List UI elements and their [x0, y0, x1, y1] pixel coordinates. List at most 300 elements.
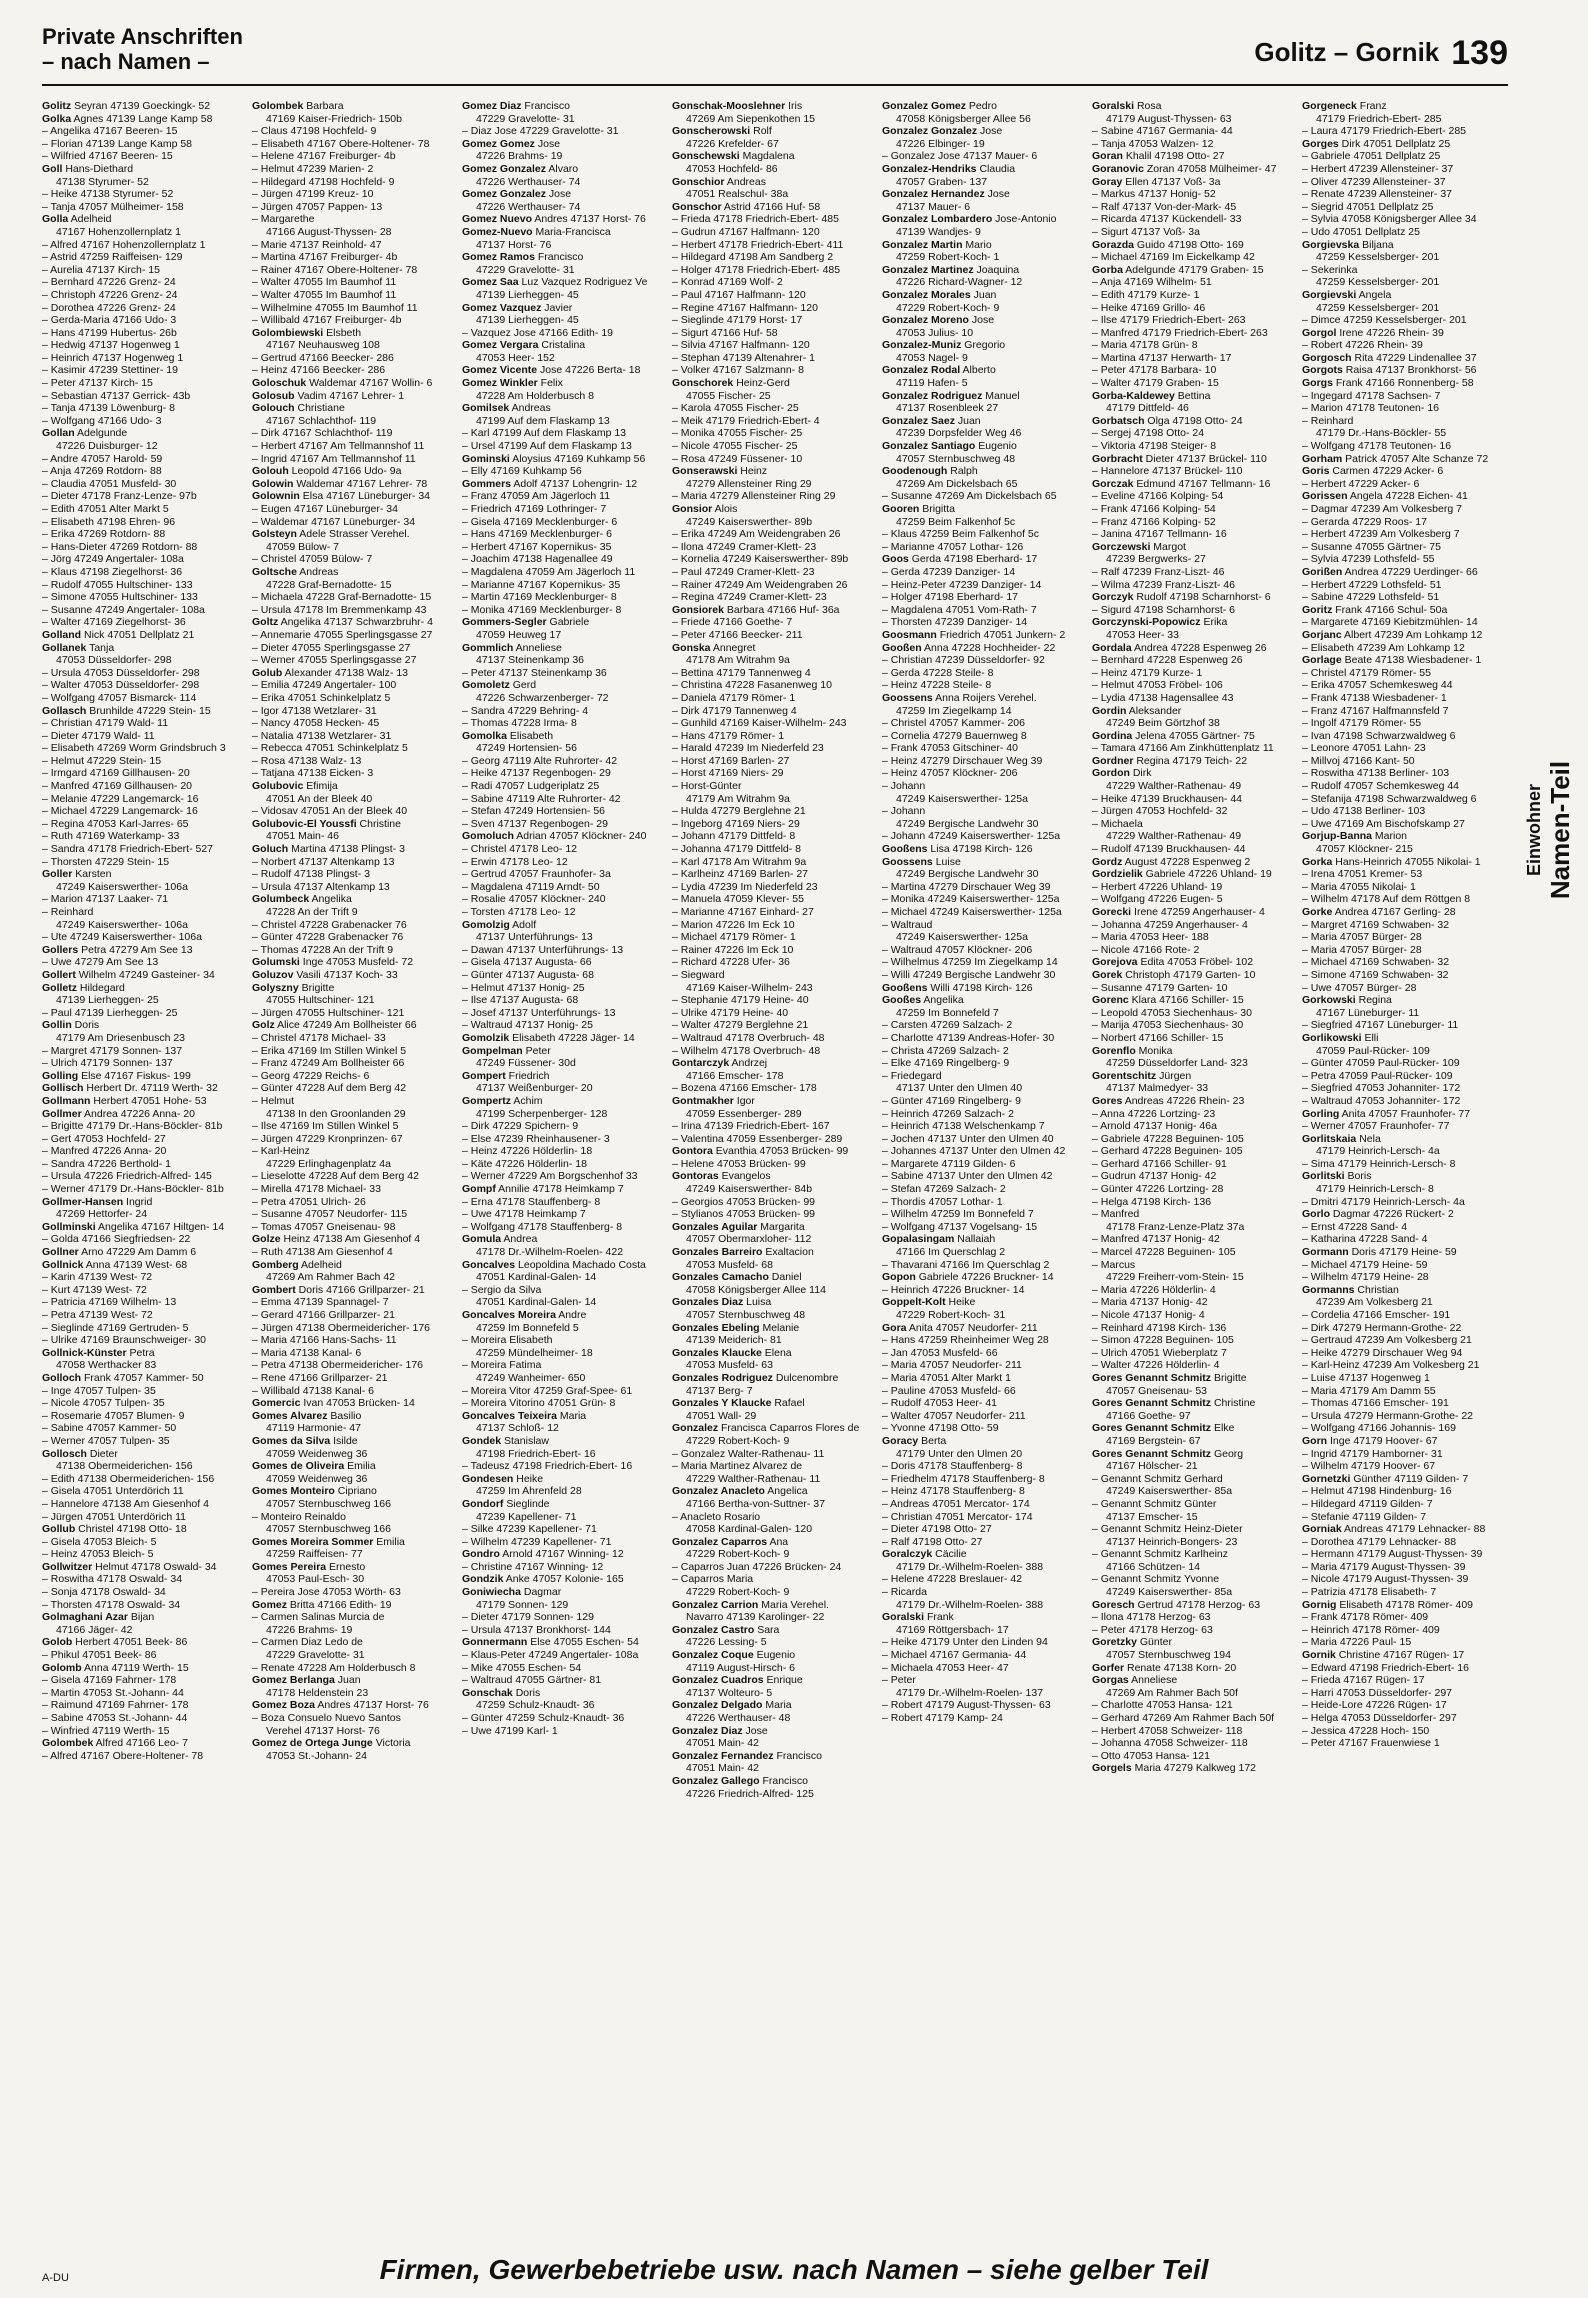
- entry-details: 47249 Kaiserswerther- 84b: [686, 1183, 813, 1196]
- directory-entry: [1092, 1233, 1292, 1246]
- directory-entry: [42, 377, 242, 390]
- directory-entry: [882, 1296, 1082, 1309]
- entry-details: Alois: [712, 503, 738, 515]
- directory-entry: [252, 1057, 452, 1070]
- directory-entry: [1302, 541, 1498, 554]
- directory-entry: [462, 830, 662, 843]
- entry-details: – Dieter 47198 Otto- 27: [882, 1523, 992, 1536]
- entry-details: – Rainer 47226 Im Eck 10: [672, 943, 794, 956]
- directory-entry: [672, 1070, 872, 1083]
- entry-surname: Goniwiecha: [462, 1586, 521, 1599]
- directory-entry: [462, 1548, 662, 1561]
- entry-details: 47055 Hultschiner- 121: [266, 994, 375, 1007]
- entry-details: – Irmgard 47169 Gillhausen- 20: [42, 767, 190, 780]
- entry-surname: Goralczyk: [882, 1548, 933, 1561]
- directory-entry: [42, 1498, 242, 1511]
- entry-surname: Gomercic: [252, 1397, 301, 1410]
- entry-surname: Gorgievska: [1302, 238, 1360, 251]
- entry-surname: Gomes Pereira: [252, 1560, 327, 1573]
- directory-entry: [1092, 264, 1292, 277]
- directory-entry: [1302, 818, 1498, 831]
- directory-entry: [462, 1536, 662, 1549]
- entry-surname: Gonscherowski: [672, 125, 751, 138]
- entry-details: – Meik 47179 Friedrich-Ebert- 4: [672, 414, 820, 427]
- entry-details: – Sergio da Silva: [462, 1283, 542, 1296]
- entry-details: – Herbert 47167 Am Tellmannshof 11: [252, 440, 425, 453]
- entry-surname: Gooßens: [882, 981, 928, 994]
- directory-entry: [672, 276, 872, 289]
- entry-details: 47249 Kaiserswerther- 125a: [896, 931, 1028, 944]
- directory-entry: [252, 591, 452, 604]
- directory-entry: [252, 1007, 452, 1020]
- entry-details: – Sebastian 47137 Gerrick- 43b: [42, 389, 191, 402]
- entry-details: Waldemar 47167 Lehrer- 78: [293, 477, 428, 490]
- entry-details: – Willibald 47138 Kanal- 6: [252, 1384, 374, 1397]
- entry-details: Ingrid: [123, 1195, 153, 1208]
- directory-entry: [1302, 1095, 1498, 1108]
- entry-details: Andrea 47228 Espenweg 26: [1131, 641, 1267, 654]
- entry-surname: Golland: [42, 628, 82, 641]
- directory-entry: [462, 1158, 662, 1171]
- entry-surname: Golub: [252, 666, 283, 679]
- directory-entry: [462, 1246, 662, 1259]
- directory-entry: [252, 402, 452, 415]
- directory-entry: [1302, 767, 1498, 780]
- directory-entry: [42, 1410, 242, 1423]
- entry-details: Guido 47198 Otto- 169: [1134, 238, 1244, 251]
- directory-entry: [462, 692, 662, 705]
- entry-details: – Johanna 47179 Dittfeld- 8: [672, 843, 802, 856]
- entry-details: Beate 47138 Wiesbadener- 1: [1341, 654, 1482, 667]
- directory-entry: [1092, 931, 1292, 944]
- entry-surname: Gonschorek: [672, 377, 734, 390]
- entry-details: Leopold 47166 Udo- 9a: [288, 465, 402, 478]
- entry-details: Ellen 47137 Voß- 3a: [1122, 175, 1221, 188]
- entry-details: – Jörg 47249 Angertaler- 108a: [42, 553, 184, 566]
- entry-details: – Ricarda: [882, 1586, 927, 1599]
- entry-details: – Heinrich 47178 Römer- 409: [1302, 1623, 1440, 1636]
- entry-details: – Maria 47053 Heer- 188: [1092, 931, 1209, 944]
- entry-details: – Gertrud 47057 Fraunhofer- 3a: [462, 868, 611, 881]
- directory-entry: [882, 113, 1082, 126]
- entry-details: – Ivan 47198 Schwarzwaldweg 6: [1302, 729, 1456, 742]
- entry-surname: Gorges: [1302, 137, 1339, 150]
- directory-entry: [672, 226, 872, 239]
- directory-entry: [252, 1498, 452, 1511]
- directory-entry: [462, 188, 662, 201]
- directory-entry: [462, 717, 662, 730]
- entry-details: – Nicole 47179 August-Thyssen- 39: [1302, 1573, 1469, 1586]
- directory-entry: [462, 276, 662, 289]
- entry-surname: Gomez Diaz: [462, 100, 522, 112]
- directory-entry: [1302, 302, 1498, 315]
- entry-details: Günther 47119 Gilden- 7: [1350, 1472, 1469, 1485]
- directory-entry: [672, 679, 872, 692]
- directory-entry: [252, 944, 452, 957]
- entry-surname: Gonzales Barreiro: [672, 1246, 763, 1259]
- entry-surname: Gomez Gonzalez: [462, 162, 547, 175]
- directory-entry: [462, 780, 662, 793]
- directory-entry: [1092, 1674, 1292, 1687]
- entry-details: 47179 Am Driesenbusch 23: [56, 1031, 185, 1044]
- entry-details: Irene 47259 Angerhauser- 4: [1131, 906, 1265, 918]
- directory-entry: [1302, 1624, 1498, 1637]
- entry-details: Ralph: [947, 465, 978, 478]
- directory-entry: [252, 881, 452, 894]
- directory-entry: [42, 1485, 242, 1498]
- entry-details: – Hildegard 47119 Gilden- 7: [1302, 1497, 1433, 1510]
- entry-details: – Margarethe: [252, 213, 315, 226]
- directory-entry: [252, 1573, 452, 1586]
- entry-surname: Gonzalez Diaz: [672, 1724, 743, 1737]
- directory-entry: [462, 150, 662, 163]
- entry-details: – Hannelore 47138 Am Giesenhof 4: [42, 1497, 209, 1510]
- directory-entry: [882, 944, 1082, 957]
- entry-surname: Gorka: [1302, 855, 1333, 868]
- directory-entry: [1302, 1485, 1498, 1498]
- directory-entry: [462, 1019, 662, 1032]
- entry-details: – Gertrud 47166 Beecker- 286: [252, 351, 394, 364]
- directory-entry: [252, 1410, 452, 1423]
- entry-details: – Helga 47198 Kirch- 136: [1092, 1195, 1212, 1208]
- entry-details: 47229 Freiherr-vom-Stein- 15: [1106, 1271, 1244, 1284]
- entry-details: – Helene 47167 Freiburger- 4b: [252, 150, 396, 163]
- directory-entry: [672, 931, 872, 944]
- entry-details: – Edith 47138 Obermeiderichen- 156: [42, 1472, 215, 1485]
- directory-entry: [252, 251, 452, 264]
- entry-details: Khalil 47198 Otto- 27: [1122, 150, 1225, 163]
- directory-entry: [462, 1611, 662, 1624]
- directory-entry: [882, 830, 1082, 843]
- entry-details: Eugenio: [753, 1649, 796, 1662]
- directory-entry: [462, 1725, 662, 1738]
- directory-entry: [882, 956, 1082, 969]
- directory-entry: [1092, 1183, 1292, 1196]
- directory-entry: [882, 1359, 1082, 1372]
- entry-surname: Gollasch: [42, 704, 87, 717]
- entry-surname: Gollub: [42, 1523, 76, 1536]
- directory-entry: [462, 793, 662, 806]
- entry-details: 47249 Hortensien- 56: [476, 742, 577, 755]
- entry-details: – Holger 47178 Friedrich-Ebert- 485: [672, 263, 841, 276]
- entry-details: – Waltraud 47178 Overbruch- 48: [672, 1031, 825, 1044]
- entry-details: – Tatjana 47138 Eicken- 3: [252, 767, 374, 780]
- entry-details: – Tanja 47139 Löwenburg- 8: [42, 402, 175, 415]
- entry-surname: Gondorf: [462, 1497, 504, 1510]
- directory-entry: [252, 1599, 452, 1612]
- directory-entry: [1092, 1007, 1292, 1020]
- entry-details: – Michael 47249 Kaiserswerther- 125a: [882, 906, 1062, 918]
- directory-entry: [1092, 830, 1292, 843]
- directory-entry: [672, 1649, 872, 1662]
- directory-entry: [672, 553, 872, 566]
- directory-entry: [1092, 1057, 1292, 1070]
- directory-entry: [672, 1108, 872, 1121]
- entry-surname: Golumbeck: [252, 893, 310, 906]
- directory-entry: [882, 352, 1082, 365]
- entry-details: Andreas: [509, 402, 551, 415]
- entry-details: – Peter 47137 Kirch- 15: [42, 377, 153, 390]
- directory-entry: [42, 327, 242, 340]
- entry-details: – Magdalena 47059 Am Jägerloch 11: [462, 565, 636, 578]
- directory-entry: [672, 1120, 872, 1133]
- entry-surname: Gomolka: [462, 729, 507, 742]
- directory-entry: [672, 1259, 872, 1272]
- entry-surname: Gorczak: [1092, 477, 1134, 490]
- entry-details: – Monika 47169 Mecklenburger- 8: [462, 603, 622, 616]
- entry-surname: Gorke: [1302, 906, 1333, 918]
- entry-details: – Anja 47269 Rotdorn- 88: [42, 465, 162, 478]
- entry-details: – Gisela 47053 Bleich- 5: [42, 1535, 157, 1548]
- entry-details: Britta 47166 Edith- 19: [287, 1598, 392, 1611]
- directory-entry: [882, 163, 1082, 176]
- entry-details: Angelika 47137 Schwarzbruhr- 4: [278, 616, 433, 629]
- directory-entry: [252, 692, 452, 705]
- entry-details: – Susanne 47055 Gärtner- 75: [1302, 540, 1441, 553]
- directory-entry: [1092, 415, 1292, 428]
- entry-details: 47051 An der Bleek 40: [266, 792, 373, 805]
- entry-details: 47053 Düsseldorfer- 298: [56, 654, 172, 667]
- entry-details: 47179 Unter den Ulmen 20: [896, 1447, 1023, 1460]
- entry-details: – Ulrike 47169 Braunschweiger- 30: [42, 1334, 207, 1347]
- directory-entry: [882, 654, 1082, 667]
- entry-surname: Gonzalez Hernandez: [882, 188, 985, 201]
- directory-entry: [882, 805, 1082, 818]
- directory-entry: [882, 1120, 1082, 1133]
- entry-surname: Gonzalez Rodal: [882, 364, 961, 377]
- directory-entry: [252, 453, 452, 466]
- directory-entry: [42, 1158, 242, 1171]
- entry-details: – Manfred 47179 Friedrich-Ebert- 263: [1092, 326, 1268, 339]
- entry-details: Barbara: [303, 100, 344, 112]
- entry-details: Heike: [513, 1472, 544, 1485]
- column-7: [1302, 100, 1498, 2240]
- directory-entry: [1302, 1259, 1498, 1272]
- entry-details: – Peter 47137 Steinenkamp 36: [462, 666, 607, 679]
- directory-entry: [462, 1334, 662, 1347]
- directory-entry: [252, 553, 452, 566]
- directory-entry: [462, 742, 662, 755]
- directory-entry: [882, 213, 1082, 226]
- entry-details: Dieter: [86, 1447, 118, 1460]
- directory-entry: [1092, 213, 1292, 226]
- directory-entry: [882, 994, 1082, 1007]
- directory-entry: [252, 1473, 452, 1486]
- directory-entry: [882, 1183, 1082, 1196]
- entry-details: – Werner 47179 Dr.-Hans-Böckler- 81b: [42, 1183, 224, 1196]
- entry-details: 47059 Weidenweg 36: [266, 1447, 368, 1460]
- entry-details: – Helene 47053 Brücken- 99: [672, 1157, 806, 1170]
- entry-surname: Gonzalez Rodriguez: [882, 389, 983, 402]
- directory-entry: [252, 717, 452, 730]
- entry-details: – Christel 47178 Michael- 33: [252, 1031, 386, 1044]
- entry-details: 47179 Dittfeld- 46: [1106, 402, 1189, 415]
- entry-surname: Gomes da Silva: [252, 1434, 331, 1447]
- entry-details: Rolf: [750, 125, 772, 138]
- entry-details: Javier: [541, 301, 573, 314]
- directory-entry: [672, 705, 872, 718]
- directory-entry: [42, 1548, 242, 1561]
- directory-entry: [42, 1120, 242, 1133]
- entry-details: 47053 Musfeld- 63: [686, 1359, 773, 1372]
- directory-entry: [1092, 1347, 1292, 1360]
- entry-surname: Gorissen: [1302, 490, 1348, 503]
- entry-details: – Thomas 47228 An der Trift 9: [252, 943, 394, 956]
- entry-details: – Johann: [882, 805, 926, 818]
- directory-entry: [882, 1712, 1082, 1725]
- entry-details: Manuel: [982, 389, 1020, 402]
- entry-details: – Carmen Diaz Ledo de: [252, 1636, 363, 1649]
- directory-entry: [462, 440, 662, 453]
- entry-details: Joaquina: [973, 263, 1020, 276]
- entry-details: – Johanna 47058 Schweizer- 118: [1092, 1737, 1248, 1750]
- directory-entry: [462, 982, 662, 995]
- entry-surname: Gomula: [462, 1233, 502, 1246]
- entry-details: 47053 Paul-Esch- 30: [266, 1573, 365, 1586]
- directory-entry: [672, 1032, 872, 1045]
- entry-surname: Gonzales Rodriguez: [672, 1371, 773, 1384]
- entry-details: – Edward 47198 Friedrich-Ebert- 16: [1302, 1661, 1469, 1674]
- directory-entry: [672, 893, 872, 906]
- entry-details: Elsa 47167 Lüneburger- 34: [299, 490, 431, 503]
- directory-entry: [1092, 541, 1292, 554]
- entry-details: Navarro 47139 Karolinger- 22: [686, 1611, 825, 1624]
- entry-details: 47179 Sonnen- 129: [476, 1598, 569, 1611]
- entry-details: – Wilfried 47167 Beeren- 15: [42, 150, 173, 163]
- entry-surname: Gomez Berlanga: [252, 1674, 335, 1687]
- entry-details: Brigitte: [298, 981, 335, 994]
- entry-details: 47169 Kaiser-Wilhelm- 243: [686, 981, 813, 994]
- entry-details: 47229 Robert-Koch- 31: [896, 1309, 1006, 1321]
- directory-entry: [1302, 1699, 1498, 1712]
- directory-entry: [1092, 1649, 1292, 1662]
- entry-details: 47179 Friedrich-Ebert- 285: [1316, 112, 1442, 125]
- entry-details: 47199 Auf dem Flaskamp 13: [476, 414, 610, 427]
- entry-details: – Thorsten 47239 Danziger- 14: [882, 616, 1028, 629]
- directory-entry: [882, 415, 1082, 428]
- directory-entry: [462, 163, 662, 176]
- directory-entry: [672, 1586, 872, 1599]
- entry-details: – Willi 47249 Bergische Landwehr 30: [882, 968, 1056, 981]
- entry-surname: Gonzalez Gonzalez: [882, 125, 978, 138]
- entry-details: – Erika 47169 Im Stillen Winkel 5: [252, 1044, 407, 1057]
- directory-entry: [882, 1170, 1082, 1183]
- directory-entry: [1302, 1170, 1498, 1183]
- entry-details: – Robert 47179 Kamp- 24: [882, 1712, 1003, 1724]
- entry-details: – Erwin 47178 Leo- 12: [462, 855, 568, 868]
- directory-entry: [462, 314, 662, 327]
- directory-entry: [1092, 566, 1292, 579]
- directory-entry: [1302, 1045, 1498, 1058]
- entry-details: 47167 Schlachthof- 119: [266, 414, 377, 427]
- entry-details: 47166 Goethe- 97: [1106, 1409, 1191, 1422]
- entry-details: – Andre 47057 Harold- 59: [42, 452, 163, 465]
- directory-entry: [1302, 604, 1498, 617]
- entry-details: Inge 47053 Musfeld- 72: [299, 956, 414, 969]
- entry-details: – Wolfgang 47178 Teutonen- 16: [1302, 440, 1452, 453]
- directory-entry: [462, 805, 662, 818]
- directory-entry: [1302, 100, 1498, 113]
- directory-entry: [672, 1548, 872, 1561]
- entry-details: – Hans 47179 Römer- 1: [672, 729, 785, 742]
- entry-surname: Gorlitski: [1302, 1170, 1345, 1183]
- entry-details: Frank 47166 Schul- 50a: [1332, 603, 1448, 616]
- directory-entry: [882, 188, 1082, 201]
- entry-surname: Gorek: [1092, 968, 1123, 981]
- directory-entry: [672, 1725, 872, 1738]
- directory-entry: [882, 1511, 1082, 1524]
- directory-entry: [252, 1737, 452, 1750]
- entry-details: 47051 Kardinal-Galen- 14: [476, 1296, 597, 1309]
- entry-details: Günter: [1136, 1636, 1172, 1649]
- directory-entry: [672, 1309, 872, 1322]
- directory-entry: [462, 906, 662, 919]
- directory-entry: [252, 1095, 452, 1108]
- entry-details: – Günter 47259 Schulz-Knaudt- 36: [462, 1712, 625, 1724]
- directory-entry: [1302, 415, 1498, 428]
- directory-entry: [1092, 1498, 1292, 1511]
- entry-details: Herbert 47051 Hohe- 53: [90, 1094, 207, 1107]
- directory-entry: [252, 364, 452, 377]
- directory-entry: [1302, 705, 1498, 718]
- entry-surname: Gomez Vergara: [462, 339, 539, 352]
- directory-entry: [462, 364, 662, 377]
- entry-surname: Gollwitzer: [42, 1560, 93, 1573]
- directory-entry: [672, 503, 872, 516]
- entry-details: – Rainer 47167 Obere-Holtener- 78: [252, 263, 418, 276]
- directory-entry: [672, 1233, 872, 1246]
- entry-surname: Gontmakher: [672, 1094, 734, 1107]
- directory-entry: [462, 251, 662, 264]
- column-4: [672, 100, 872, 2240]
- entry-details: Dirk 47051 Dellplatz 25: [1338, 137, 1451, 150]
- directory-entry: [1302, 125, 1498, 138]
- entry-surname: Gonserawski: [672, 465, 738, 478]
- entry-details: – Elisabeth 47239 Am Lohkamp 12: [1302, 641, 1465, 654]
- entry-details: Jose: [984, 188, 1010, 201]
- directory-entry: [42, 251, 242, 264]
- entry-surname: Gornetzki: [1302, 1472, 1351, 1485]
- directory-entry: [1092, 1322, 1292, 1335]
- directory-entry: [1302, 1221, 1498, 1234]
- directory-entry: [42, 1322, 242, 1335]
- entry-surname: Gorn: [1302, 1434, 1328, 1447]
- entry-details: Mario: [962, 238, 992, 251]
- entry-details: Adrian 47057 Klöckner- 240: [513, 830, 647, 843]
- directory-entry: [462, 1309, 662, 1322]
- entry-details: – Georg 47229 Reichs- 6: [252, 1069, 370, 1082]
- entry-details: – Roswitha 47178 Oswald- 34: [42, 1573, 183, 1586]
- directory-entry: [1302, 239, 1498, 252]
- column-5: [882, 100, 1082, 2240]
- entry-details: – Gert 47053 Hochfeld- 27: [42, 1132, 166, 1145]
- entry-details: – Ruth 47138 Am Giesenhof 4: [252, 1246, 393, 1259]
- entry-surname: Goracy: [882, 1434, 919, 1447]
- directory-entry: [252, 1196, 452, 1209]
- entry-details: – Rosa 47249 Füssener- 10: [672, 452, 803, 465]
- directory-entry: [672, 1334, 872, 1347]
- directory-entry: [882, 1271, 1082, 1284]
- directory-entry: [42, 100, 242, 113]
- directory-entry: [882, 730, 1082, 743]
- directory-entry: [882, 528, 1082, 541]
- directory-entry: [882, 503, 1082, 516]
- directory-entry: [882, 1674, 1082, 1687]
- entry-details: Biljana: [1359, 238, 1394, 251]
- entry-surname: Gorgosch: [1302, 351, 1352, 364]
- entry-details: – Heinz 47053 Bleich- 5: [42, 1548, 154, 1561]
- entry-details: – Nicole 47055 Fischer- 25: [672, 440, 798, 453]
